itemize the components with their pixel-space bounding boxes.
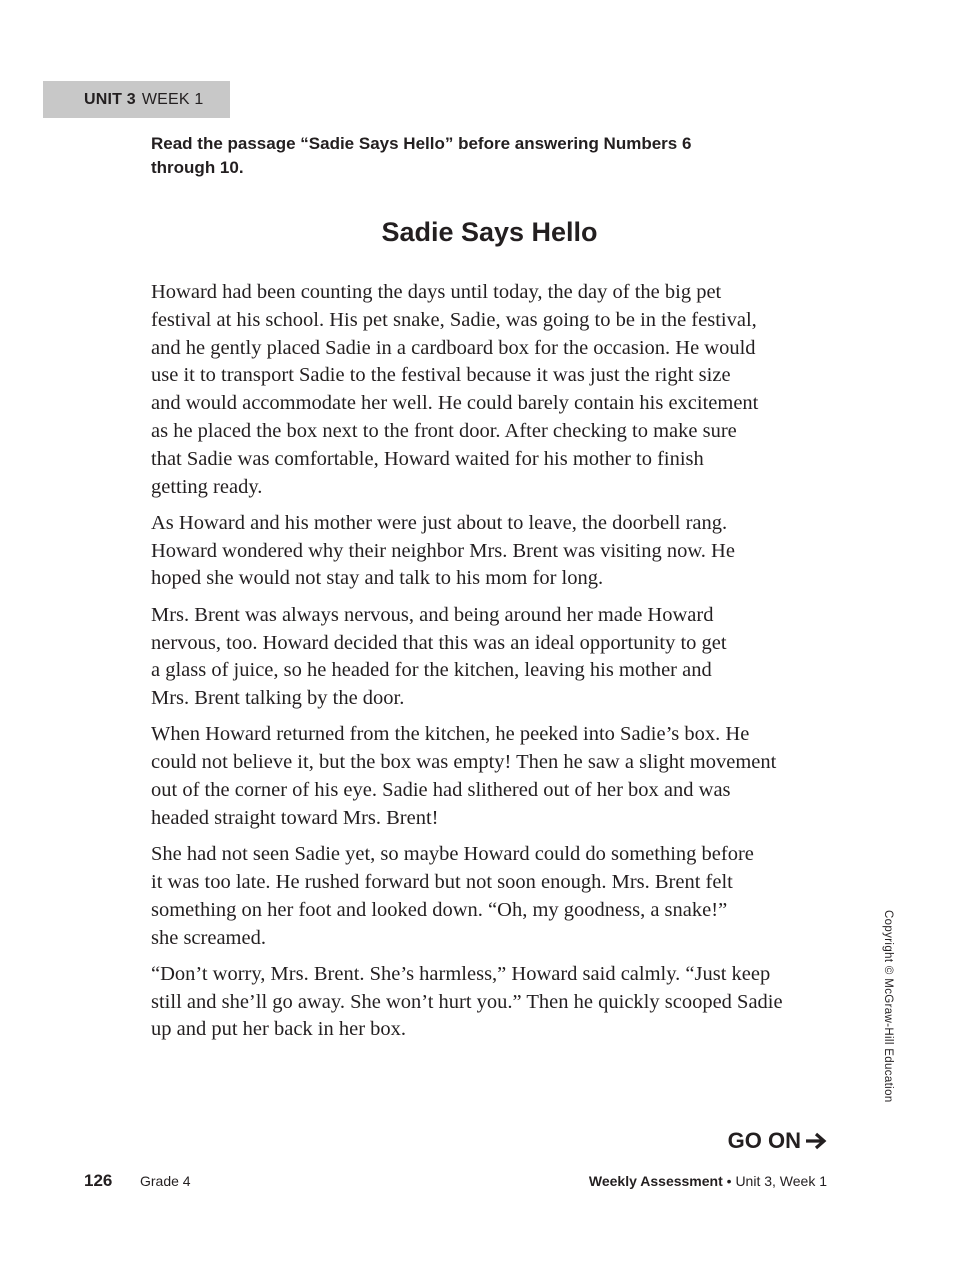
copyright-notice [880,910,896,1116]
arrow-right-icon [805,1132,827,1150]
paragraph-2: As Howard and his mother were just about to leave, the doorbell rang. Howard wondered why their neighbor Mrs. Brent was visiting now. He hoped she would not stay and talk to his mom for long. [151,511,735,590]
go-on-indicator [728,1128,827,1154]
footer-separator: • [726,1173,732,1189]
copyright-text: Copyright © McGraw-Hill Education [882,910,894,1103]
footer-assessment-info [589,1173,827,1189]
instructions: Read the passage “Sadie Says Hello” before answering Numbers 6 through 10. [151,134,692,177]
paragraph-4: When Howard returned from the kitchen, he peeked into Sadie’s box. He could not believe it, but the box was empty! Then he saw a slight movement out of the corner of his eye. Sadie had slithered out of her box and was headed straight toward Mrs. Brent! [151,723,777,829]
go-on-label: GO ON [727,1128,801,1153]
passage-title: Sadie Says Hello [381,217,598,247]
passage-body [151,279,831,1053]
unit-label: UNIT 3 [84,90,136,108]
paragraph-5: She had not seen Sadie yet, so maybe Howard could do something before it was too late. He rushed forward but not soon enough. Mrs. Brent felt something on her foot and looked down. “Oh, my goodness, a snake!” she screamed. [151,843,754,949]
page-number: 126 [84,1171,113,1190]
unit-week-tab [43,81,230,118]
paragraph-3: Mrs. Brent was always nervous, and being around her made Howard nervous, too. Howard decided that this was an ideal opportunity to get a glass of juice, so he headed for the kitchen, leaving his mother and Mrs. Brent talking by the door. [151,603,727,710]
paragraph-1: Howard had been counting the days until today, the day of the big pet festival at his school. His pet snake, Sadie, was going to be in the festival, and he gently placed Sadie in a cardboard box for the occasion. He would use it to transport Sadie to the festival because it was just the right size and would accommodate her well. He could barely contain his excitement as he placed the box next to the front door. After checking to make sure that Sadie was comfortable, Howard waited for his mother to finish getting ready. [151,281,759,498]
unit-week-label: Unit 3, Week 1 [735,1173,827,1189]
assessment-label: Weekly Assessment [588,1173,723,1189]
paragraph-6: “Don’t worry, Mrs. Brent. She’s harmless,” Howard said calmly. “Just keep still and she’ll go away. She won’t hurt you.” Then he quickly scooped Sadie up and put her back in her box. [151,962,783,1041]
grade-label: Grade 4 [140,1173,191,1189]
week-label: WEEK 1 [141,90,204,108]
